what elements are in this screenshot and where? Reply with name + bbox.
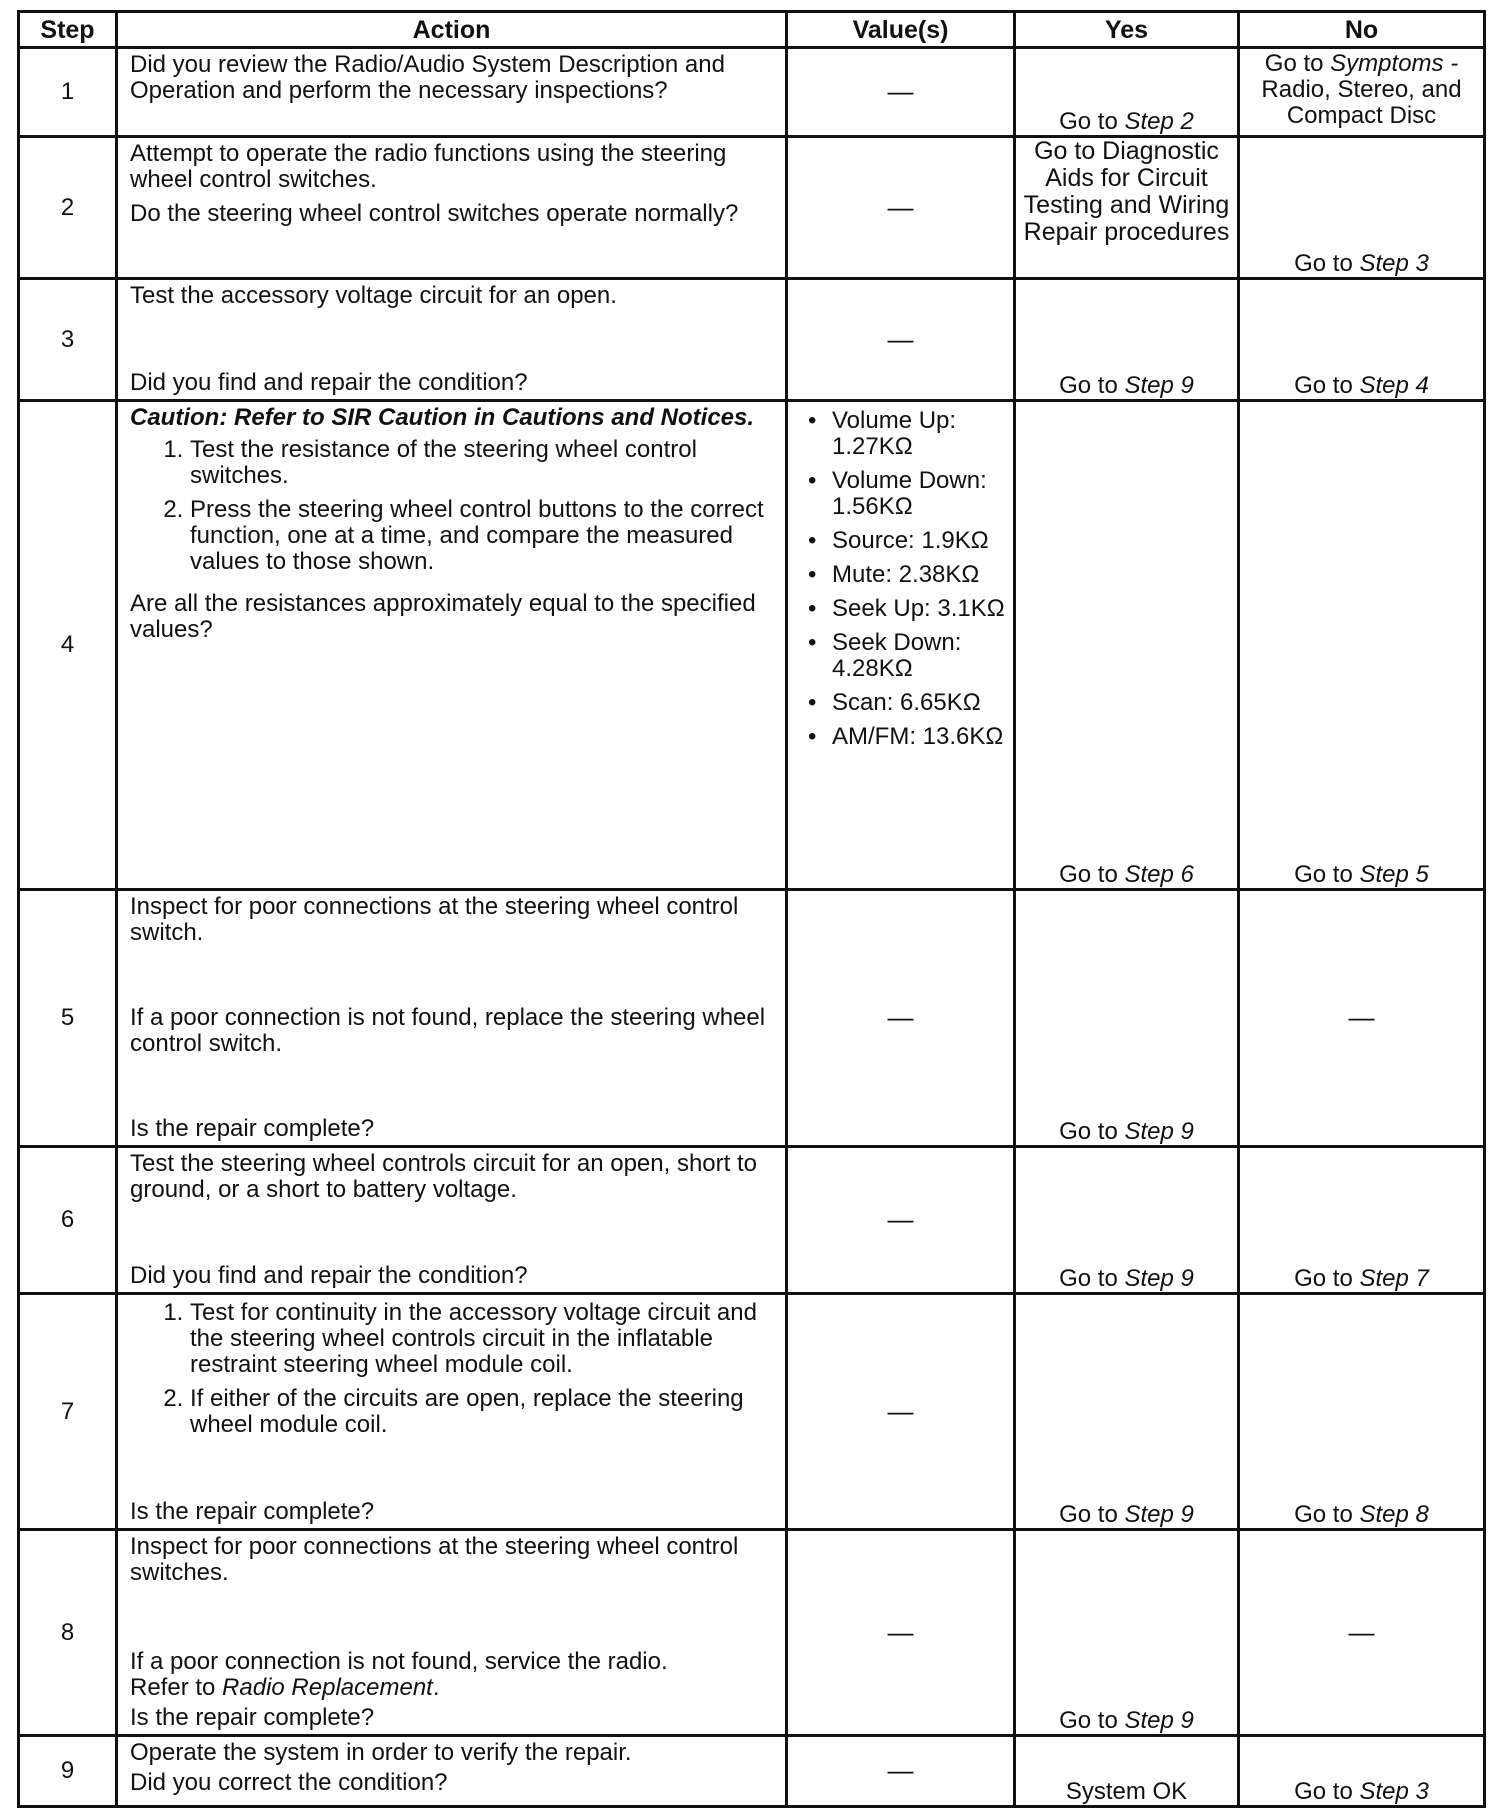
procedure-list	[130, 437, 775, 583]
yes-cell	[1015, 1294, 1239, 1530]
yes-step-link[interactable]: Step 9	[1124, 1707, 1194, 1734]
table-row	[19, 1147, 1485, 1294]
procedure-step: 2. If either of the circuits are open, replace the steering wheel module coil.	[190, 1386, 775, 1438]
yes-cell	[1015, 137, 1239, 279]
action-text: If a poor connection is not found, replace the steering wheel control switch.	[130, 1004, 766, 1057]
no-cell	[1239, 1294, 1485, 1530]
value-cell	[787, 1147, 1015, 1294]
action-text: Inspect for poor connections at the steering wheel control switches.	[130, 1533, 739, 1586]
action-text: Operate the system in order to verify the repair.	[130, 1739, 632, 1766]
no-step-link[interactable]: Step 3	[1359, 1778, 1429, 1805]
table-row	[19, 1294, 1485, 1530]
yes-step-link[interactable]: Step 9	[1124, 1118, 1194, 1145]
value-dash: —	[887, 191, 914, 222]
yes-prefix: Go to	[1059, 1118, 1125, 1145]
no-prefix: Go to	[1294, 1501, 1360, 1528]
no-cell	[1239, 279, 1485, 401]
header-yes: Yes	[1015, 12, 1239, 48]
action-cell	[117, 1147, 787, 1294]
yes-prefix: Go to	[1059, 1501, 1125, 1528]
procedure-step: 1. Test for continuity in the accessory voltage circuit and the steering wheel controls circuit in the inflatable restraint steering wheel module coil.	[190, 1300, 775, 1378]
yes-step-link[interactable]: Step 2	[1124, 108, 1194, 135]
caution-text: Caution: Refer to SIR Caution in Cautions and Notices.	[130, 404, 755, 431]
step-number: 3	[19, 279, 117, 401]
resistance-value: • Seek Up: 3.1KΩ	[832, 596, 1011, 622]
no-cell	[1239, 1147, 1485, 1294]
action-text: Test the accessory voltage circuit for an open.	[130, 282, 617, 309]
resistance-value: • Scan: 6.65KΩ	[832, 690, 1011, 716]
action-cell	[117, 279, 787, 401]
action-question: Is the repair complete?	[130, 1704, 375, 1731]
yes-prefix: Go to	[1059, 861, 1125, 888]
action-text: Attempt to operate the radio functions using the steering wheel control switches.	[130, 140, 727, 193]
action-question: Do the steering wheel control switches operate normally?	[130, 200, 739, 227]
no-dash: —	[1348, 1616, 1375, 1647]
resistance-value: • Volume Down: 1.56KΩ	[832, 468, 1011, 520]
yes-prefix: Go to	[1059, 108, 1125, 135]
radio-replacement-link[interactable]: Radio Replacement	[222, 1674, 433, 1701]
table-row	[19, 137, 1485, 279]
value-dash: —	[887, 76, 914, 106]
refer-to-text: Refer to	[130, 1674, 223, 1701]
step-number: 4	[19, 401, 117, 890]
diagnostic-table	[17, 10, 1486, 1808]
no-step-link[interactable]: Step 7	[1359, 1265, 1429, 1292]
refer-period: .	[432, 1674, 440, 1701]
step-number: 6	[19, 1147, 117, 1294]
no-cell	[1239, 48, 1485, 137]
value-cell	[787, 48, 1015, 137]
yes-prefix: Go to	[1059, 1707, 1125, 1734]
table-row	[19, 1530, 1485, 1736]
header-step: Step	[19, 12, 117, 48]
yes-step-link[interactable]: Step 9	[1124, 1501, 1194, 1528]
no-step-link[interactable]: Step 5	[1359, 861, 1429, 888]
value-dash: —	[887, 1204, 914, 1234]
yes-cell	[1015, 1530, 1239, 1736]
yes-step-link[interactable]: Step 9	[1124, 1265, 1194, 1292]
yes-cell	[1015, 48, 1239, 137]
resistance-value: • AM/FM: 13.6KΩ	[832, 724, 1011, 750]
value-dash: —	[887, 1755, 914, 1785]
step-number: 5	[19, 890, 117, 1147]
yes-prefix: Go to	[1059, 372, 1125, 399]
yes-system-ok: System OK	[1065, 1778, 1188, 1805]
resistance-value: • Volume Up: 1.27KΩ	[832, 408, 1011, 460]
value-cell	[787, 279, 1015, 401]
value-cell	[787, 1294, 1015, 1530]
action-cell	[117, 1530, 787, 1736]
yes-step-link[interactable]: Step 9	[1124, 372, 1194, 399]
header-no: No	[1239, 12, 1485, 48]
table-row	[19, 1736, 1485, 1807]
value-cell	[787, 137, 1015, 279]
value-dash: —	[887, 1002, 914, 1032]
action-text: Did you review the Radio/Audio System Description and Operation and perform the necessary inspections?	[130, 51, 725, 104]
action-cell	[117, 1736, 787, 1807]
no-step-link[interactable]: Step 3	[1359, 250, 1429, 277]
action-reference	[130, 1675, 775, 1701]
action-cell	[117, 48, 787, 137]
no-suffix: Radio, Stereo, and Compact Disc	[1261, 76, 1462, 129]
procedure-step: 2. Press the steering wheel control buttons to the correct function, one at a time, and compare the measured values to those shown.	[190, 497, 775, 575]
no-prefix: Go to	[1294, 372, 1360, 399]
no-prefix: Go to	[1264, 50, 1331, 77]
value-cell	[787, 890, 1015, 1147]
no-cell	[1239, 1736, 1485, 1807]
table-row	[19, 401, 1485, 890]
action-text: Inspect for poor connections at the steering wheel control switch.	[130, 893, 739, 946]
no-cell	[1239, 1530, 1485, 1736]
table-row	[19, 48, 1485, 137]
no-symptoms-link[interactable]: Symptoms -	[1330, 50, 1459, 77]
value-dash: —	[887, 1395, 914, 1426]
value-dash: —	[887, 1616, 914, 1647]
no-cell	[1239, 890, 1485, 1147]
resistance-values	[788, 402, 1013, 760]
table-row	[19, 890, 1485, 1147]
no-prefix: Go to	[1294, 861, 1360, 888]
action-text: Test the steering wheel controls circuit for an open, short to ground, or a short to battery voltage.	[130, 1150, 757, 1203]
action-cell	[117, 1294, 787, 1530]
no-prefix: Go to	[1294, 1778, 1360, 1805]
table-row	[19, 279, 1485, 401]
no-step-link[interactable]: Step 4	[1359, 372, 1429, 399]
action-question: Is the repair complete?	[130, 1115, 375, 1142]
resistance-value: • Source: 1.9KΩ	[832, 528, 1011, 554]
resistance-value: • Mute: 2.38KΩ	[832, 562, 1011, 588]
action-cell	[117, 890, 787, 1147]
yes-step-link[interactable]: Step 6	[1124, 861, 1194, 888]
action-text: If a poor connection is not found, service the radio.	[130, 1648, 668, 1675]
action-question: Are all the resistances approximately equal to the specified values?	[130, 590, 756, 643]
no-cell	[1239, 401, 1485, 890]
yes-cell	[1015, 890, 1239, 1147]
step-number: 2	[19, 137, 117, 279]
value-cell	[787, 401, 1015, 890]
procedure-list	[130, 1300, 775, 1446]
yes-prefix: Go to	[1059, 1265, 1125, 1292]
procedure-step: 1. Test the resistance of the steering wheel control switches.	[190, 437, 775, 489]
yes-cell	[1015, 279, 1239, 401]
yes-cell	[1015, 401, 1239, 890]
step-number: 7	[19, 1294, 117, 1530]
yes-cell	[1015, 1736, 1239, 1807]
value-cell	[787, 1530, 1015, 1736]
yes-diagnostic-link[interactable]: Go to Diagnostic Aids for Circuit Testing and Wiring Repair procedures	[1023, 137, 1230, 246]
action-question: Is the repair complete?	[130, 1498, 375, 1525]
no-prefix: Go to	[1294, 1265, 1360, 1292]
no-prefix: Go to	[1294, 250, 1360, 277]
step-number: 8	[19, 1530, 117, 1736]
value-cell	[787, 1736, 1015, 1807]
action-question: Did you find and repair the condition?	[130, 1262, 528, 1289]
header-row	[19, 12, 1485, 48]
resistance-value: • Seek Down: 4.28KΩ	[832, 630, 1011, 682]
no-cell	[1239, 137, 1485, 279]
value-dash: —	[887, 323, 914, 354]
yes-cell	[1015, 1147, 1239, 1294]
no-step-link[interactable]: Step 8	[1359, 1501, 1429, 1528]
header-action: Action	[117, 12, 787, 48]
action-question: Did you correct the condition?	[130, 1769, 448, 1796]
header-values: Value(s)	[787, 12, 1015, 48]
step-number: 1	[19, 48, 117, 137]
step-number: 9	[19, 1736, 117, 1807]
no-dash: —	[1348, 1002, 1375, 1032]
action-question: Did you find and repair the condition?	[130, 369, 528, 396]
action-cell	[117, 137, 787, 279]
action-cell	[117, 401, 787, 890]
